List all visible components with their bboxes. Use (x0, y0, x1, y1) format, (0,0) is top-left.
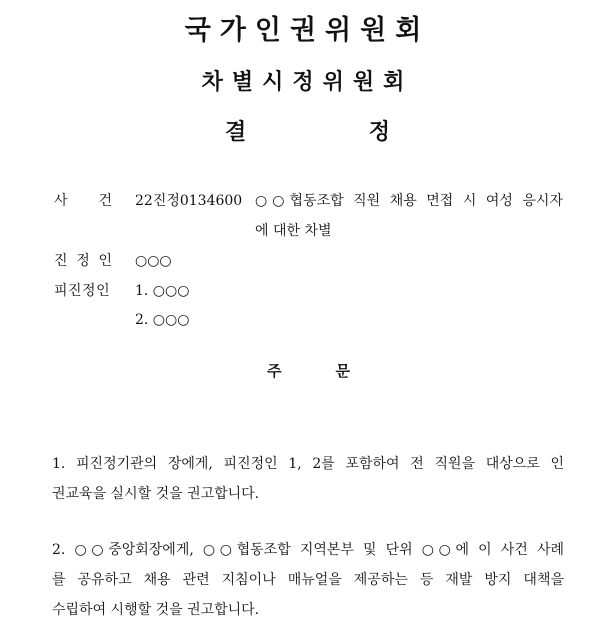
respondent-label: 피진정인 (54, 283, 111, 299)
committee-title: 차별시정위원회 (201, 70, 414, 95)
case-number: 22진정0134600 (135, 193, 243, 209)
case-title-line-2: 에 대한 차별 (255, 223, 332, 239)
order-paragraph-1 (52, 449, 564, 509)
decision-title (225, 116, 390, 150)
decision-title-right: 정 (368, 120, 390, 145)
complainant-name: ○○○ (135, 253, 172, 269)
complainant-label (54, 251, 112, 271)
order-paragraph-2 (52, 535, 564, 625)
respondent-item-2: 2. ○○○ (135, 312, 190, 328)
order-heading (267, 360, 350, 382)
complainant-label-char-1: 진 (54, 253, 68, 269)
complainant-label-char-2: 정 (76, 253, 90, 269)
respondent-item-1: 1. ○○○ (135, 283, 190, 299)
organization-title: 국가인권위원회 (184, 15, 431, 46)
case-label-char-2: 건 (98, 193, 112, 209)
order-paragraph-1-line-1: 1. 피진정기관의 장에게, 피진정인 1, 2를 포함하여 전 직원을 대상으로 인 (52, 456, 564, 472)
order-paragraph-1-line-2: 권교육을 실시할 것을 권고합니다. (52, 486, 260, 502)
decision-title-left: 결 (225, 120, 247, 145)
case-label-char-1: 사 (54, 193, 68, 209)
order-paragraph-2-line-1: 2. ○○중앙회장에게, ○○협동조합 지역본부 및 단위 ○○에 이 사건 사례 (52, 542, 564, 558)
order-heading-left: 주 (267, 362, 282, 380)
complainant-label-char-3: 인 (98, 253, 112, 269)
case-title-line-1: ○○협동조합 직원 채용 면접 시 여성 응시자 (255, 193, 563, 209)
case-label (54, 191, 112, 211)
order-paragraph-2-line-2: 를 공유하고 채용 관련 지침이나 매뉴얼을 제공하는 등 재발 방지 대책을 (52, 572, 564, 588)
order-heading-right: 문 (335, 362, 350, 380)
order-paragraph-2-line-3: 수립하여 시행할 것을 권고합니다. (52, 602, 260, 618)
